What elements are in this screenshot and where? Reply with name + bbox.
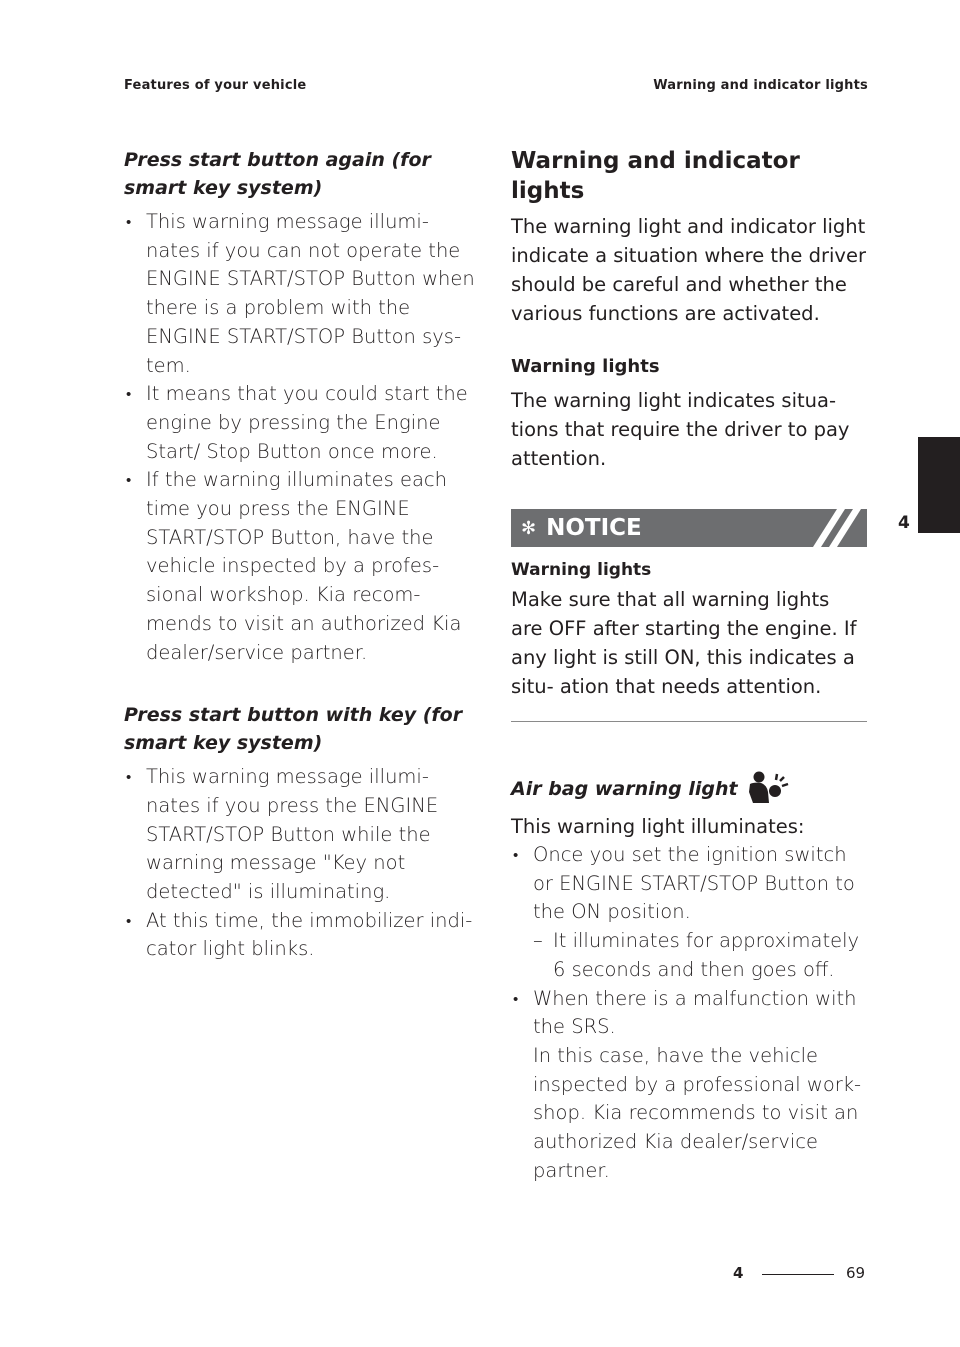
warning-lights-paragraph: The warning light indicates situa- tions that require the driver to pay attention. [511, 389, 850, 470]
footer-rule [762, 1274, 834, 1275]
list-item: • This warning message illumi- nates if you can not operate the ENGINE START/STOP Button when there is a problem with the ENGINE START/STOP Button sys- tem. [124, 208, 476, 380]
list-item: • At this time, the immobilizer indi- cator light blinks. [124, 907, 476, 964]
list-item: • If the warning illuminates each time you press the ENGINE START/STOP Button, have the vehicle inspected by a profes- sional workshop. Kia recom- mends to visit an authorized Kia dealer/service partner. [124, 466, 476, 667]
airbag-warning-icon [744, 770, 790, 804]
divider [511, 721, 867, 722]
sub-list-item: – It illuminates for approximately 6 seconds and then goes off. [533, 927, 867, 984]
warning-lights-heading: Warning lights [511, 356, 660, 377]
bullet-list [124, 763, 476, 964]
chapter-side-tab [918, 437, 960, 533]
list-item: • It means that you could start the engine by pressing the Engine Start/ Stop Button once more. [124, 380, 476, 466]
section-press-start-again [124, 146, 476, 667]
running-header-left: Features of your vehicle [124, 78, 307, 93]
airbag-lead: This warning light illuminates: [511, 815, 805, 838]
footer-chapter: 4 [733, 1264, 744, 1282]
list-item-text: When there is a malfunction with the SRS. [533, 986, 857, 1039]
running-header-right: Warning and indicator lights [653, 78, 868, 93]
bullet-list [124, 208, 476, 667]
list-item: • This warning message illumi- nates if you press the ENGINE START/STOP Button while the warning message "Key not detected" is illuminating. [124, 763, 476, 907]
list-item [511, 985, 867, 1186]
airbag-title: Air bag warning light [511, 778, 738, 800]
left-column [124, 146, 476, 964]
footer-page-number: 69 [846, 1264, 866, 1282]
notice-banner [511, 509, 867, 547]
list-item [511, 841, 867, 985]
section-heading: Warning and indicator lights [511, 148, 800, 204]
airbag-heading [511, 770, 867, 802]
list-item-text: Once you set the ignition switch or ENGINE START/STOP Button to the ON position. [533, 843, 855, 924]
notice-subheading: Warning lights [511, 560, 652, 580]
chapter-side-number: 4 [898, 513, 910, 533]
notice-text: Make sure that all warning lights are OFF after starting the engine. If any light is still ON, this indicates a situ- ation that needs attention. [511, 588, 857, 698]
intro-paragraph: The warning light and indicator light indicate a situation where the driver should be careful and whether the various functions are activated. [511, 215, 866, 325]
section-title: Press start button again (for smart key system) [124, 149, 431, 199]
right-column [511, 146, 867, 1185]
section-press-start-with-key [124, 701, 476, 964]
notice-label: NOTICE [546, 515, 642, 541]
notice-stripes-decoration [807, 509, 867, 547]
list-item-continuation: In this case, have the vehicle inspected by a professional work- shop. Kia recommends to visit an authorized Kia dealer/service partner. [533, 1043, 862, 1182]
airbag-bullets [511, 841, 867, 1185]
notice-star-icon: ✻ [521, 517, 537, 539]
section-title: Press start button with key (for smart key system) [124, 704, 463, 755]
